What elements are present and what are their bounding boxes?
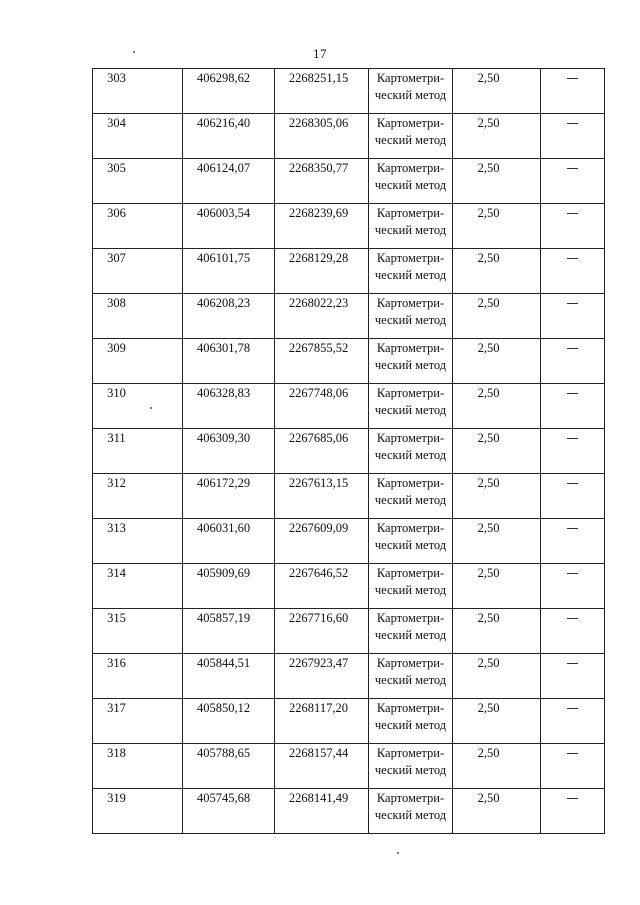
table-row: [93, 384, 605, 429]
method-line1: Картометри-: [376, 206, 445, 220]
y-coordinate-cell: [275, 114, 369, 159]
dash-cell-text: —: [566, 206, 579, 220]
dash-cell: [541, 609, 605, 654]
method-cell: [369, 159, 453, 204]
x-coordinate-cell-text: 406031,60: [196, 521, 251, 535]
y-coordinate-cell-text: 2267609,09: [288, 521, 349, 535]
accuracy-cell-text: 2,50: [477, 566, 500, 580]
x-coordinate-cell: [183, 159, 275, 204]
x-coordinate-cell: [183, 204, 275, 249]
table-row: [93, 339, 605, 384]
method-line1: Картометри-: [376, 701, 445, 715]
y-coordinate-cell-text: 2267923,47: [288, 656, 349, 670]
point-number-cell-text: 308: [107, 296, 126, 310]
method-line2: ческий метод: [374, 178, 447, 192]
accuracy-cell-text: 2,50: [477, 206, 500, 220]
x-coordinate-cell: [183, 699, 275, 744]
y-coordinate-cell: [275, 384, 369, 429]
dash-cell-text: —: [566, 656, 579, 670]
dash-cell-text: —: [566, 476, 579, 490]
x-coordinate-cell-text: 406328,83: [196, 386, 251, 400]
x-coordinate-cell-text: 405850,12: [196, 701, 251, 715]
accuracy-cell: [453, 519, 541, 564]
x-coordinate-cell-text: 405788,65: [196, 746, 251, 760]
point-number-cell-text: 306: [107, 206, 126, 220]
method-line2: ческий метод: [374, 313, 447, 327]
method-cell: [369, 789, 453, 834]
method-line1: Картометри-: [376, 611, 445, 625]
accuracy-cell: [453, 564, 541, 609]
table-row: [93, 294, 605, 339]
accuracy-cell: [453, 114, 541, 159]
point-number-cell: [93, 429, 183, 474]
x-coordinate-cell: [183, 69, 275, 114]
y-coordinate-cell: [275, 69, 369, 114]
method-cell: [369, 249, 453, 294]
y-coordinate-cell-text: 2268129,28: [288, 251, 349, 265]
accuracy-cell: [453, 159, 541, 204]
method-cell: [369, 744, 453, 789]
point-number-cell: [93, 609, 183, 654]
y-coordinate-cell-text: 2268305,06: [288, 116, 349, 130]
method-line2: ческий метод: [374, 88, 447, 102]
x-coordinate-cell: [183, 519, 275, 564]
dash-cell: [541, 69, 605, 114]
x-coordinate-cell-text: 405857,19: [196, 611, 251, 625]
point-number-cell-text: 317: [107, 701, 126, 715]
table-row: [93, 429, 605, 474]
dash-cell-text: —: [566, 746, 579, 760]
x-coordinate-cell: [183, 429, 275, 474]
point-number-cell-text: 309: [107, 341, 126, 355]
x-coordinate-cell: [183, 294, 275, 339]
dash-cell: [541, 204, 605, 249]
y-coordinate-cell-text: 2267748,06: [288, 386, 349, 400]
accuracy-cell-text: 2,50: [477, 116, 500, 130]
point-number-cell: [93, 744, 183, 789]
accuracy-cell: [453, 294, 541, 339]
method-line2: ческий метод: [374, 403, 447, 417]
method-cell: [369, 204, 453, 249]
x-coordinate-cell-text: 405745,68: [196, 791, 251, 805]
method-cell: [369, 429, 453, 474]
accuracy-cell-text: 2,50: [477, 791, 500, 805]
dash-cell: [541, 474, 605, 519]
accuracy-cell: [453, 429, 541, 474]
method-cell: [369, 339, 453, 384]
accuracy-cell-text: 2,50: [477, 521, 500, 535]
x-coordinate-cell-text: 406309,30: [196, 431, 251, 445]
method-line1: Картометри-: [376, 476, 445, 490]
method-line1: Картометри-: [376, 341, 445, 355]
accuracy-cell: [453, 699, 541, 744]
method-line1: Картометри-: [376, 116, 445, 130]
y-coordinate-cell: [275, 429, 369, 474]
y-coordinate-cell: [275, 564, 369, 609]
dash-cell-text: —: [566, 341, 579, 355]
y-coordinate-cell-text: 2267685,06: [288, 431, 349, 445]
x-coordinate-cell: [183, 114, 275, 159]
accuracy-cell-text: 2,50: [477, 251, 500, 265]
accuracy-cell-text: 2,50: [477, 161, 500, 175]
method-line2: ческий метод: [374, 133, 447, 147]
accuracy-cell-text: 2,50: [477, 656, 500, 670]
y-coordinate-cell: [275, 654, 369, 699]
y-coordinate-cell: [275, 699, 369, 744]
x-coordinate-cell-text: 406208,23: [196, 296, 251, 310]
method-line2: ческий метод: [374, 358, 447, 372]
accuracy-cell-text: 2,50: [477, 476, 500, 490]
x-coordinate-cell: [183, 339, 275, 384]
table-row: [93, 789, 605, 834]
table-row: [93, 159, 605, 204]
dash-cell: [541, 654, 605, 699]
table-row: [93, 564, 605, 609]
accuracy-cell: [453, 744, 541, 789]
point-number-cell: [93, 474, 183, 519]
x-coordinate-cell: [183, 564, 275, 609]
x-coordinate-cell: [183, 474, 275, 519]
method-line1: Картометри-: [376, 71, 445, 85]
dash-cell: [541, 564, 605, 609]
method-line1: Картометри-: [376, 251, 445, 265]
dash-cell-text: —: [566, 566, 579, 580]
y-coordinate-cell-text: 2268350,77: [288, 161, 349, 175]
method-line1: Картометри-: [376, 386, 445, 400]
y-coordinate-cell: [275, 204, 369, 249]
accuracy-cell: [453, 69, 541, 114]
x-coordinate-cell: [183, 744, 275, 789]
method-cell: [369, 609, 453, 654]
accuracy-cell: [453, 249, 541, 294]
point-number-cell: [93, 384, 183, 429]
point-number-cell-text: 312: [107, 476, 126, 490]
method-line1: Картометри-: [376, 431, 445, 445]
x-coordinate-cell: [183, 384, 275, 429]
x-coordinate-cell-text: 405909,69: [196, 566, 251, 580]
x-coordinate-cell: [183, 789, 275, 834]
dash-cell: [541, 699, 605, 744]
y-coordinate-cell: [275, 609, 369, 654]
method-line2: ческий метод: [374, 583, 447, 597]
method-line2: ческий метод: [374, 493, 447, 507]
table-row: [93, 69, 605, 114]
accuracy-cell-text: 2,50: [477, 386, 500, 400]
table-row: [93, 519, 605, 564]
y-coordinate-cell-text: 2268141,49: [288, 791, 349, 805]
accuracy-cell-text: 2,50: [477, 341, 500, 355]
x-coordinate-cell-text: 406101,75: [196, 251, 251, 265]
point-number-cell: [93, 114, 183, 159]
method-line2: ческий метод: [374, 448, 447, 462]
accuracy-cell: [453, 609, 541, 654]
method-cell: [369, 654, 453, 699]
page-number: 17: [313, 46, 327, 61]
method-line1: Картометри-: [376, 791, 445, 805]
method-cell: [369, 564, 453, 609]
coordinates-table-body: [93, 69, 605, 834]
y-coordinate-cell-text: 2267613,15: [288, 476, 349, 490]
method-line1: Картометри-: [376, 521, 445, 535]
y-coordinate-cell-text: 2268022,23: [288, 296, 349, 310]
scan-speck: [397, 852, 399, 854]
point-number-cell-text: 313: [107, 521, 126, 535]
table-row: [93, 114, 605, 159]
table-row: [93, 699, 605, 744]
point-number-cell: [93, 339, 183, 384]
accuracy-cell: [453, 339, 541, 384]
accuracy-cell: [453, 789, 541, 834]
y-coordinate-cell-text: 2267855,52: [288, 341, 349, 355]
x-coordinate-cell: [183, 654, 275, 699]
x-coordinate-cell-text: 406301,78: [196, 341, 251, 355]
dash-cell-text: —: [566, 521, 579, 535]
dash-cell-text: —: [566, 611, 579, 625]
method-cell: [369, 699, 453, 744]
method-cell: [369, 384, 453, 429]
dash-cell-text: —: [566, 791, 579, 805]
point-number-cell: [93, 699, 183, 744]
point-number-cell: [93, 159, 183, 204]
dash-cell-text: —: [566, 431, 579, 445]
table-row: [93, 609, 605, 654]
accuracy-cell: [453, 384, 541, 429]
point-number-cell-text: 311: [107, 431, 126, 445]
dash-cell-text: —: [566, 701, 579, 715]
y-coordinate-cell-text: 2268157,44: [288, 746, 349, 760]
accuracy-cell: [453, 654, 541, 699]
table-row: [93, 654, 605, 699]
accuracy-cell-text: 2,50: [477, 71, 500, 85]
table-row: [93, 249, 605, 294]
point-number-cell-text: 303: [107, 71, 126, 85]
method-cell: [369, 114, 453, 159]
point-number-cell-text: 318: [107, 746, 126, 760]
point-number-cell-text: 316: [107, 656, 126, 670]
y-coordinate-cell: [275, 789, 369, 834]
y-coordinate-cell-text: 2267646,52: [288, 566, 349, 580]
method-cell: [369, 519, 453, 564]
dash-cell: [541, 294, 605, 339]
x-coordinate-cell: [183, 609, 275, 654]
method-line2: ческий метод: [374, 628, 447, 642]
method-line2: ческий метод: [374, 673, 447, 687]
dash-cell: [541, 744, 605, 789]
method-line1: Картометри-: [376, 161, 445, 175]
y-coordinate-cell-text: 2267716,60: [288, 611, 349, 625]
dash-cell: [541, 249, 605, 294]
point-number-cell-text: 307: [107, 251, 126, 265]
x-coordinate-cell-text: 406172,29: [196, 476, 251, 490]
point-number-cell: [93, 204, 183, 249]
y-coordinate-cell: [275, 474, 369, 519]
dash-cell: [541, 789, 605, 834]
accuracy-cell-text: 2,50: [477, 296, 500, 310]
dash-cell-text: —: [566, 116, 579, 130]
point-number-cell-text: 310: [107, 386, 126, 400]
method-cell: [369, 69, 453, 114]
table-row: [93, 744, 605, 789]
x-coordinate-cell-text: 406298,62: [196, 71, 251, 85]
method-line1: Картометри-: [376, 746, 445, 760]
scan-speck: [133, 51, 135, 53]
x-coordinate-cell-text: 406124,07: [196, 161, 251, 175]
method-line2: ческий метод: [374, 808, 447, 822]
point-number-cell: [93, 294, 183, 339]
method-line2: ческий метод: [374, 718, 447, 732]
point-number-cell-text: 305: [107, 161, 126, 175]
point-number-cell-text: 304: [107, 116, 126, 130]
method-cell: [369, 294, 453, 339]
y-coordinate-cell: [275, 159, 369, 204]
dash-cell-text: —: [566, 71, 579, 85]
method-line2: ческий метод: [374, 223, 447, 237]
y-coordinate-cell: [275, 519, 369, 564]
dash-cell: [541, 114, 605, 159]
dash-cell: [541, 384, 605, 429]
x-coordinate-cell-text: 406216,40: [196, 116, 251, 130]
accuracy-cell: [453, 204, 541, 249]
method-line1: Картометри-: [376, 656, 445, 670]
dash-cell: [541, 339, 605, 384]
point-number-cell: [93, 69, 183, 114]
dash-cell: [541, 519, 605, 564]
method-line1: Картометри-: [376, 566, 445, 580]
accuracy-cell-text: 2,50: [477, 746, 500, 760]
y-coordinate-cell: [275, 249, 369, 294]
method-line1: Картометри-: [376, 296, 445, 310]
dash-cell: [541, 429, 605, 474]
x-coordinate-cell: [183, 249, 275, 294]
y-coordinate-cell-text: 2268117,20: [289, 701, 348, 715]
dash-cell-text: —: [566, 296, 579, 310]
accuracy-cell-text: 2,50: [477, 431, 500, 445]
point-number-cell-text: 319: [107, 791, 126, 805]
y-coordinate-cell-text: 2268251,15: [288, 71, 349, 85]
dash-cell-text: —: [566, 251, 579, 265]
table-row: [93, 204, 605, 249]
method-line2: ческий метод: [374, 538, 447, 552]
point-number-cell: [93, 564, 183, 609]
point-number-cell: [93, 789, 183, 834]
dash-cell-text: —: [566, 161, 579, 175]
point-number-cell-text: 315: [107, 611, 126, 625]
dash-cell: [541, 159, 605, 204]
accuracy-cell: [453, 474, 541, 519]
x-coordinate-cell-text: 405844,51: [196, 656, 251, 670]
y-coordinate-cell: [275, 294, 369, 339]
y-coordinate-cell: [275, 744, 369, 789]
point-number-cell-text: 314: [107, 566, 126, 580]
point-number-cell: [93, 519, 183, 564]
dash-cell-text: —: [566, 386, 579, 400]
method-line2: ческий метод: [374, 268, 447, 282]
coordinates-table: [92, 68, 605, 834]
y-coordinate-cell-text: 2268239,69: [288, 206, 349, 220]
accuracy-cell-text: 2,50: [477, 611, 500, 625]
point-number-cell: [93, 654, 183, 699]
x-coordinate-cell-text: 406003,54: [196, 206, 251, 220]
method-line2: ческий метод: [374, 763, 447, 777]
table-row: [93, 474, 605, 519]
method-cell: [369, 474, 453, 519]
accuracy-cell-text: 2,50: [477, 701, 500, 715]
y-coordinate-cell: [275, 339, 369, 384]
point-number-cell: [93, 249, 183, 294]
